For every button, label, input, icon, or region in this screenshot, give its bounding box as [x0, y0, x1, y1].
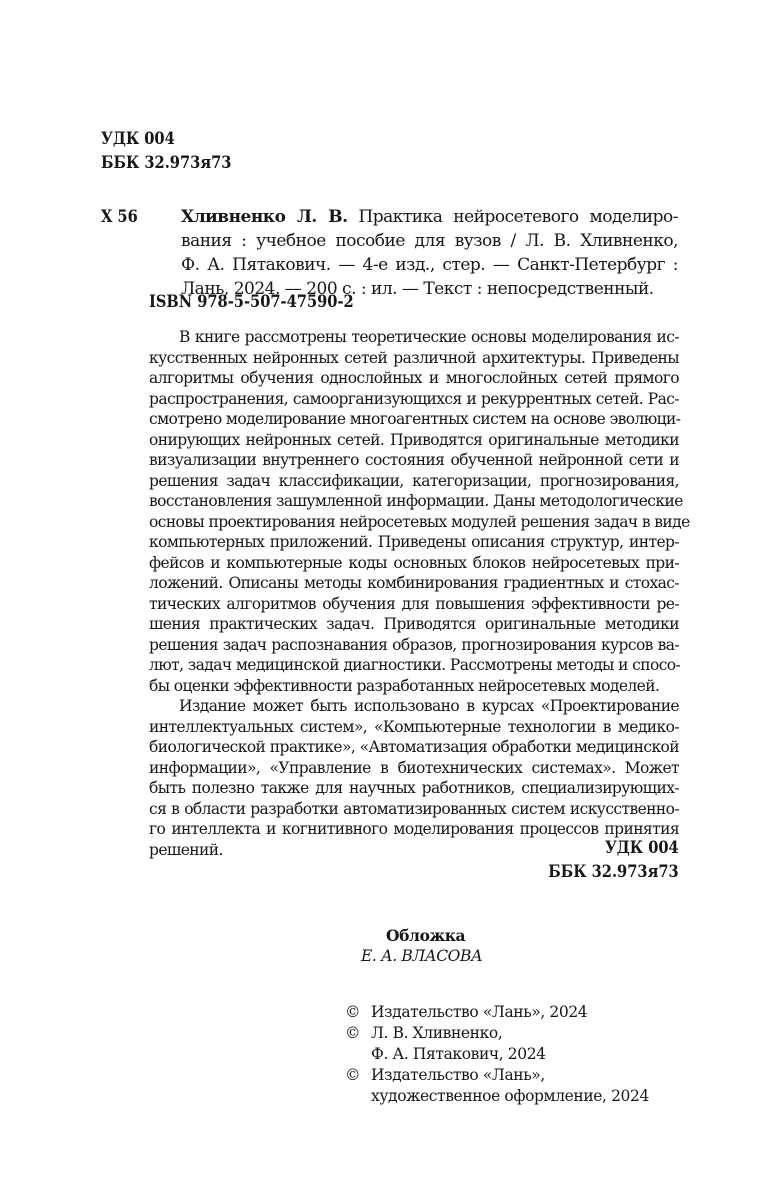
cover-label: Обложка — [386, 926, 466, 945]
bbk-code: ББК 32.973я73 — [548, 862, 679, 882]
biblio-line — [181, 229, 678, 253]
annotation-line: распространения, самоорганизующихся и рекуррентных сетей. Рас- — [149, 389, 679, 408]
biblio-text: Ф. А. Пятакович. — 4-е изд., стер. — Санкт-Петербург : — [181, 255, 678, 275]
copyright-text: Издательство «Лань», 2024 — [371, 1003, 588, 1021]
annotation-line: решений. — [149, 840, 223, 859]
biblio-line — [181, 253, 678, 277]
copyright-text: Издательство «Лань», — [371, 1066, 545, 1084]
annotation-line: В книге рассмотрены теоретические основы моделирования ис- — [179, 328, 679, 346]
annotation-line: го интеллекта и когнитивного моделирования процессов принятия — [149, 820, 679, 838]
isbn: ISBN 978-5-507-47590-2 — [149, 292, 354, 312]
annotation — [149, 327, 690, 860]
copyright-line — [345, 1044, 685, 1065]
bbk-code: ББК 32.973я73 — [101, 153, 232, 173]
copyright-line — [345, 1023, 685, 1044]
copyright-block — [345, 1002, 685, 1107]
annotation-line: тических алгоритмов обучения для повышения эффективности ре- — [149, 594, 679, 613]
annotation-line: алгоритмы обучения однослойных и многослойных сетей прямого — [149, 369, 679, 387]
annotation-line: смотрено моделирование многоагентных систем на основе эволюци- — [149, 410, 681, 428]
annotation-line: шения практических задач. Приводятся оригинальные методики — [149, 615, 679, 633]
annotation-line: ложений. Описаны методы комбинирования градиентных и стохас- — [149, 574, 679, 592]
biblio-author: Хливненко Л. В. — [181, 207, 348, 227]
annotation-line: основы проектирования нейросетевых модулей решения задач в виде — [149, 512, 690, 531]
annotation-line: кусственных нейронных сетей различной архитектуры. Приведены — [149, 348, 679, 367]
biblio-text: вания : учебное пособие для вузов / Л. В. Хливненко, — [181, 231, 678, 251]
copyright-line — [345, 1065, 685, 1086]
annotation-line: лют, задач медицинской диагностики. Рассмотрены методы и спосо- — [149, 656, 681, 674]
annotation-line: интеллектуальных систем», «Компьютерные технологии в медико- — [149, 717, 679, 736]
copyright-text: Л. В. Хливненко, — [371, 1024, 503, 1042]
classification-codes-bottom — [549, 836, 679, 884]
annotation-line: быть полезно также для научных работников, специализирующих- — [149, 779, 679, 797]
biblio-text: Практика нейросетевого моделиро- — [347, 207, 678, 227]
copyright-text: художественное оформление, 2024 — [371, 1087, 649, 1105]
copyright-line — [345, 1086, 685, 1107]
annotation-line: биологической практике», «Автоматизация обработки медицинской — [149, 738, 679, 756]
biblio-line — [181, 205, 678, 229]
annotation-line: решения задач классификации, категоризации, прогнозирования, — [149, 471, 679, 490]
classification-codes-top — [101, 127, 231, 175]
annotation-line: визуализации внутреннего состояния обученной нейронной сети и — [149, 451, 679, 469]
bibliographic-record — [181, 205, 678, 301]
copyright-text: Ф. А. Пятакович, 2024 — [371, 1045, 546, 1063]
copyright-icon: © — [345, 1066, 361, 1084]
udk-code: УДК 004 — [101, 129, 175, 149]
annotation-line: ся в области разработки автоматизированных систем искусственно- — [149, 799, 679, 818]
annotation-line: Издание может быть использовано в курсах «Проектирование — [179, 697, 679, 715]
annotation-line: онирующих нейронных сетей. Приводятся оригинальные методики — [149, 430, 679, 449]
udk-code: УДК 004 — [605, 838, 679, 858]
annotation-line: информации», «Управление в биотехнических системах». Может — [149, 758, 679, 777]
annotation-line: бы оценки эффективности разработанных нейросетевых моделей. — [149, 676, 660, 695]
biblio-text: Лань, 2024. — 200 с. : ил. — Текст : непосредственный. — [181, 279, 654, 299]
annotation-line: фейсов и компьютерные коды основных блоков нейросетевых при- — [149, 553, 679, 572]
annotation-line: решения задач распознавания образов, прогнозирования курсов ва- — [149, 635, 679, 654]
annotation-line: восстановления зашумленной информации. Даны методологические — [149, 492, 683, 510]
cover-artist: Е. А. ВЛАСОВА — [361, 947, 483, 965]
author-mark: Х 56 — [101, 207, 138, 227]
copyright-icon: © — [345, 1003, 361, 1021]
annotation-line: компьютерных приложений. Приведены описания структур, интер- — [149, 533, 679, 551]
copyright-icon: © — [345, 1024, 361, 1042]
copyright-line — [345, 1002, 685, 1023]
